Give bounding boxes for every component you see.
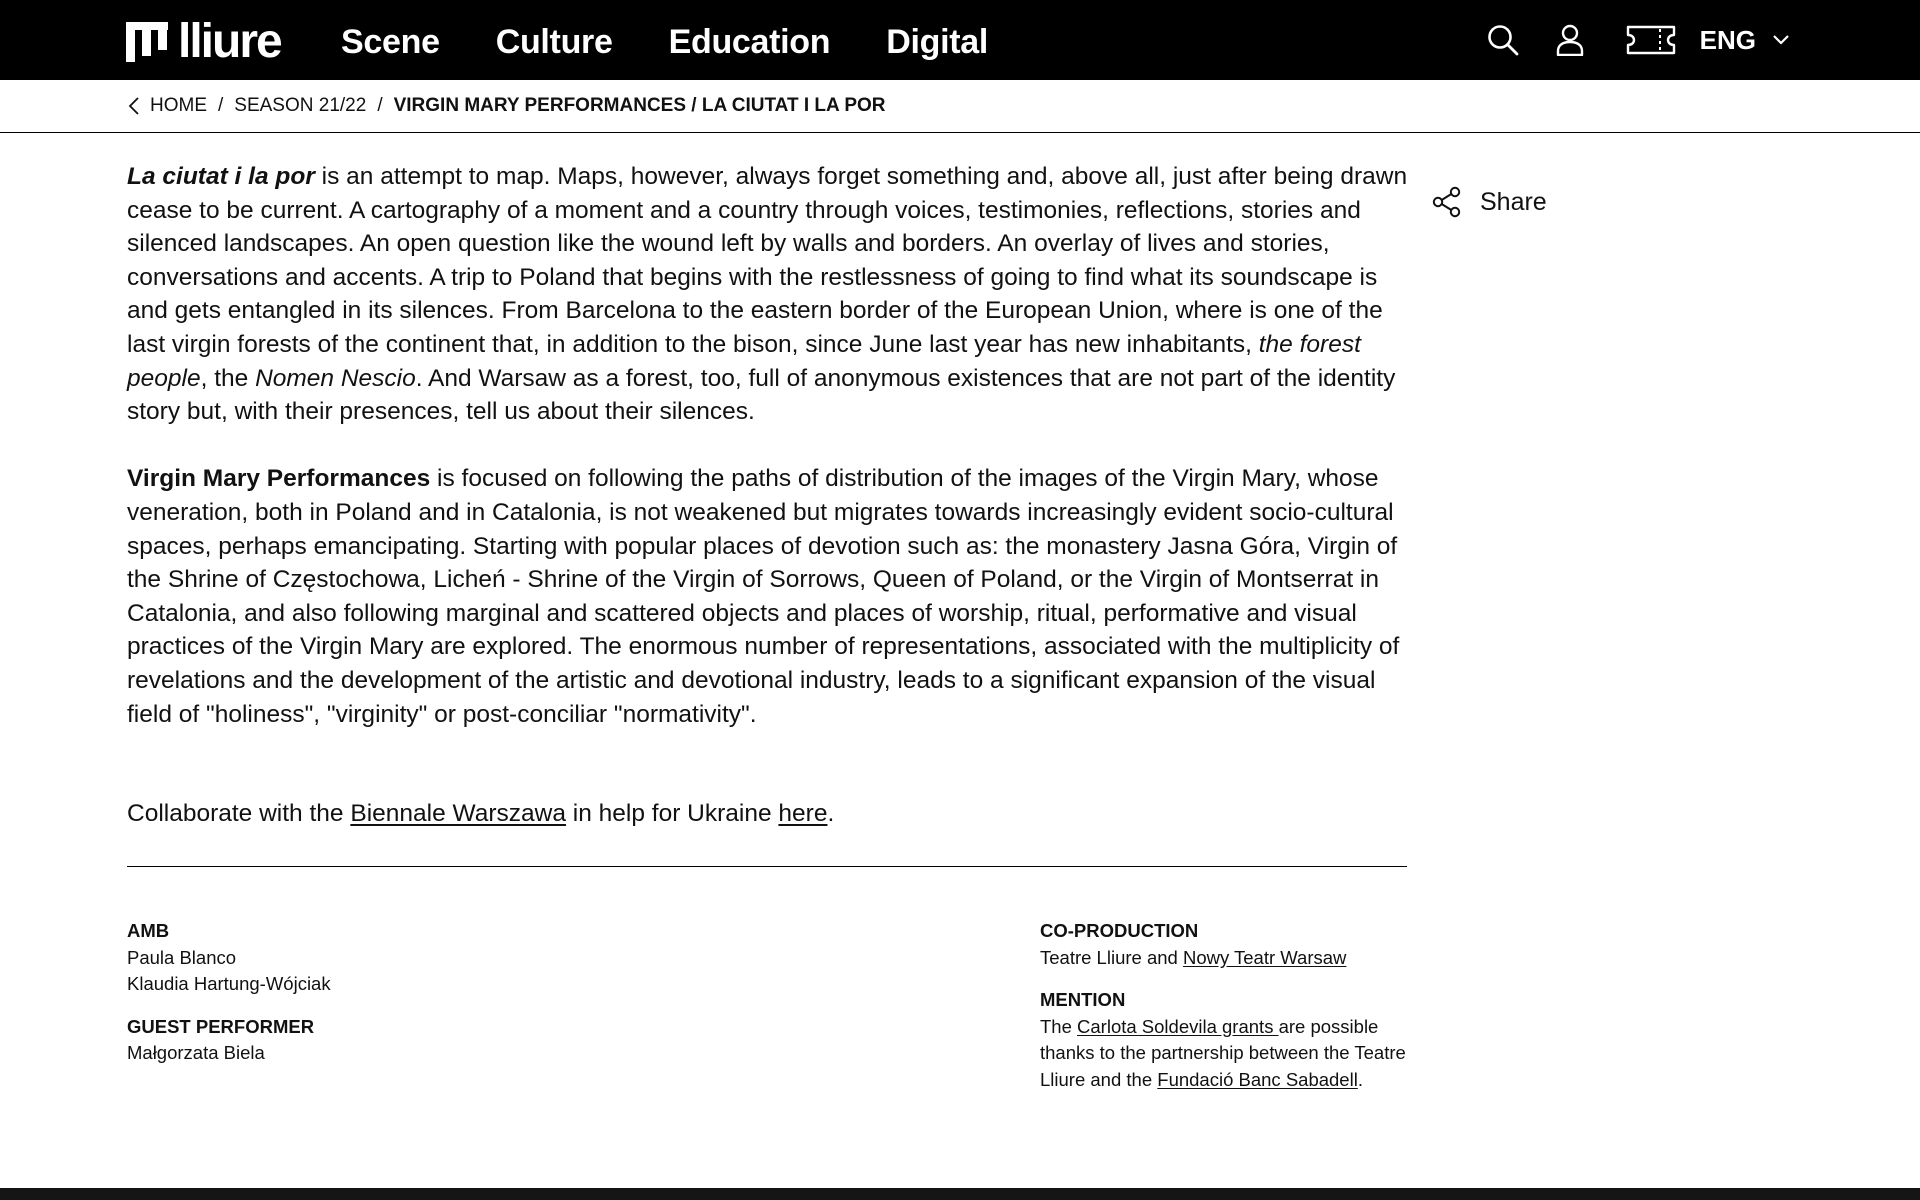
credit-text-part: The: [1040, 1015, 1078, 1037]
search-button[interactable]: [1487, 24, 1519, 56]
language-label: ENG: [1699, 24, 1756, 55]
credit-text-part: Teatre Lliure and: [1040, 946, 1183, 968]
fundacio-banc-sabadell-link[interactable]: Fundació Banc Sabadell: [1157, 1068, 1358, 1090]
nav-digital[interactable]: Digital: [886, 23, 989, 61]
credit-heading: MENTION: [1040, 989, 1126, 1010]
logo-mark-icon: [126, 22, 168, 62]
header-tools: [1487, 18, 1790, 62]
credit-amb: [127, 918, 727, 998]
breadcrumb-home[interactable]: HOME: [150, 95, 207, 116]
credit-guest-performer: [127, 1014, 727, 1067]
credit-name: Klaudia Hartung-Wójciak: [127, 973, 331, 994]
paragraph-text: is an attempt to map. Maps, however, always forget something and, above all, just after being drawn cease to be current. A cartography of a moment and a country through voices, testimonies, reflections, stories and silenced landscapes. An open question like the wound left by walls and borders. An overlay of lives and stories, conversations and accents. A trip to Poland that begins with the restlessness of going to find what its soundscape is and gets entangled in its silences. From Barcelona to the eastern border of the European Union, where is one of the last virgin forests of the continent that, in addition to the bison, since June last year has new inhabitants,: [127, 163, 1408, 358]
credit-text: [1040, 945, 1420, 972]
paragraph-la-ciutat: [127, 160, 1417, 429]
biennale-warszawa-link[interactable]: Biennale Warszawa: [350, 800, 566, 828]
search-icon: [1487, 24, 1519, 56]
carlota-soldevila-link[interactable]: Carlota Soldevila grants: [1077, 1015, 1279, 1037]
paragraph-virgin-mary: [127, 462, 1417, 731]
breadcrumb-season[interactable]: SEASON 21/22: [234, 95, 367, 116]
credit-name: Paula Blanco: [127, 946, 237, 968]
nav-education[interactable]: Education: [668, 23, 831, 61]
credits-left-column: [127, 918, 727, 1083]
collaborate-line: [127, 797, 1417, 831]
nowy-teatr-link[interactable]: Nowy Teatr Warsaw: [1182, 946, 1347, 968]
lliure-logo[interactable]: [126, 15, 281, 68]
credit-name: Małgorzata Biela: [127, 1042, 265, 1063]
credit-text-part: are possible thanks to the partnership between the Teatre Lliure and the: [1040, 1015, 1406, 1090]
main-navigation: [341, 20, 1044, 64]
nav-scene[interactable]: Scene: [341, 23, 440, 61]
share-icon: [1432, 186, 1462, 218]
collab-text: in help for Ukraine: [565, 800, 779, 828]
breadcrumb-separator: /: [377, 95, 383, 116]
section-divider: [127, 866, 1407, 867]
credit-mention: [1040, 987, 1420, 1093]
credit-heading: CO-PRODUCTION: [1040, 920, 1199, 941]
breadcrumb: [128, 92, 886, 120]
breadcrumb-current: VIRGIN MARY PERFORMANCES / LA CIUTAT I LA POR: [393, 95, 886, 116]
credit-heading: AMB: [127, 920, 170, 941]
ticket-icon: [1626, 25, 1676, 55]
paragraph-text: , the: [200, 364, 256, 392]
paragraph-text: . And Warsaw as a forest, too, full of anonymous existences that are not part of the identity story but, with their presences, tell us about their silences.: [127, 364, 1396, 426]
logo-text: lliure: [178, 15, 281, 68]
footer-band: [0, 1188, 1920, 1200]
share-button[interactable]: [1432, 186, 1547, 218]
share-label: Share: [1480, 187, 1547, 216]
article-body: [127, 160, 1417, 831]
paragraph-text: is focused on following the paths of distribution of the images of the Virgin Mary, whose veneration, both in Poland and in Catalonia, is not weakened but migrates towards increasingly evident socio-cultural spaces, perhaps emancipating. Starting with popular places of devotion such as: the monastery Jasna Góra, Virgin of the Shrine of Częstochowa, Licheń - Shrine of the Virgin of Sorrows, Queen of Poland, or the Virgin of Montserrat in Catalonia, and also following marginal and scattered objects and places of worship, ritual, performative and visual practices of the Virgin Mary are explored. The enormous number of representations, associated with the multiplicity of revelations and the development of the artistic and devotional industry, leads to a significant expansion of the visual field of "holiness", "virginity" or post-conciliar "normativity".: [127, 465, 1400, 728]
collab-text: .: [827, 800, 835, 828]
chevron-down-icon: [1772, 34, 1790, 46]
breadcrumb-bar: [0, 80, 1920, 133]
credit-text-part: .: [1357, 1068, 1363, 1090]
ukraine-help-link[interactable]: here: [778, 800, 828, 828]
chevron-left-icon[interactable]: [128, 96, 140, 116]
paragraph-lead-title: Virgin Mary Performances: [127, 465, 431, 493]
paragraph-emphasis: Nomen Nescio: [255, 364, 416, 392]
account-button[interactable]: [1556, 24, 1584, 56]
language-selector[interactable]: [1700, 25, 1790, 56]
breadcrumb-separator: /: [218, 95, 224, 116]
nav-culture[interactable]: Culture: [495, 23, 613, 61]
credit-heading: GUEST PERFORMER: [127, 1015, 315, 1037]
credits-right-column: [1040, 918, 1420, 1109]
user-icon: [1556, 24, 1584, 56]
credit-coproduction: [1040, 918, 1420, 971]
paragraph-lead-title: La ciutat i la por: [127, 163, 315, 190]
credit-text: [1040, 1014, 1420, 1094]
tickets-button[interactable]: [1626, 25, 1676, 55]
collab-text: Collaborate with the: [127, 800, 351, 828]
paragraph-emphasis: the forest people: [127, 330, 1361, 392]
top-navigation-bar: [0, 0, 1920, 80]
